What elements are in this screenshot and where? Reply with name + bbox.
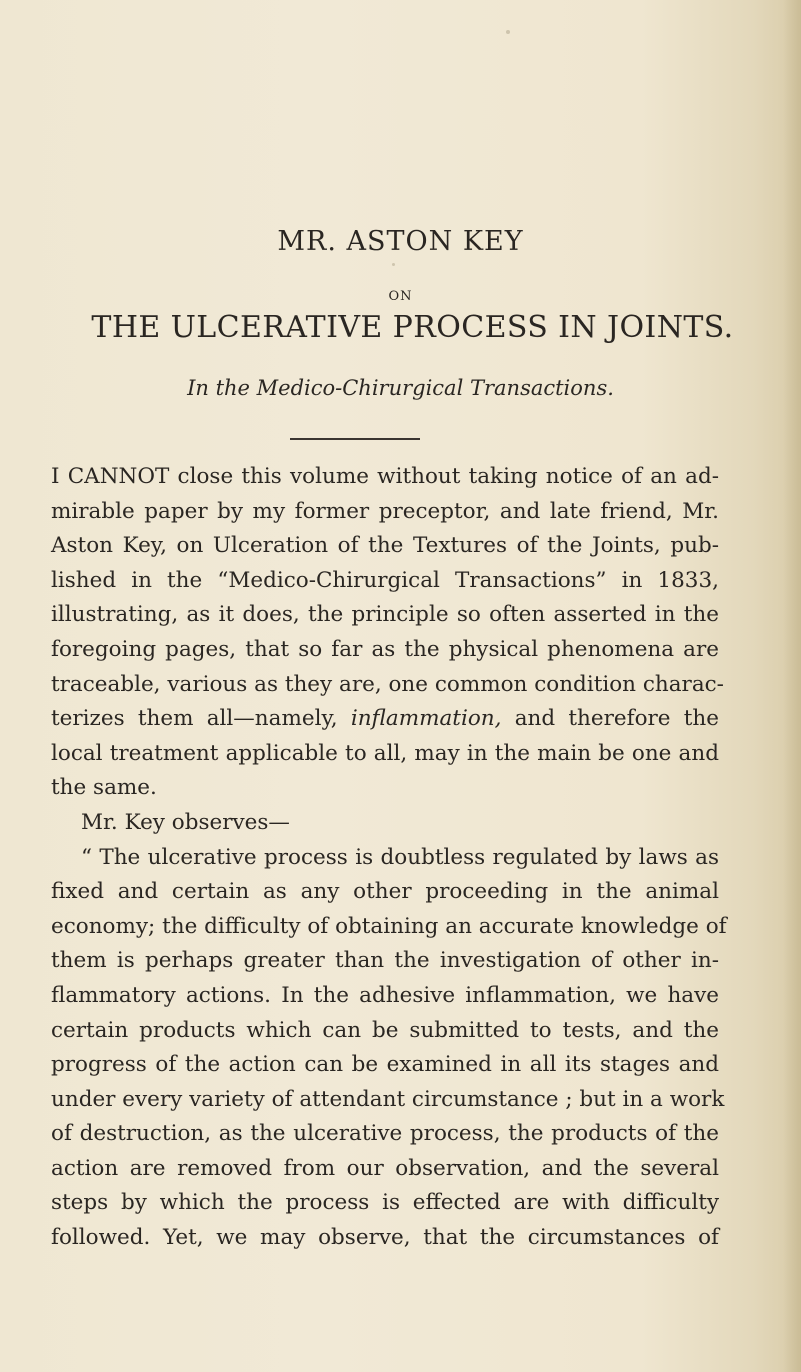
text-line: lished in the “Medico-Chirurgical Transactions” in 1833, — [51, 567, 719, 593]
quote-line: them is perhaps greater than the investigation of other in- — [51, 948, 719, 974]
emphasis-word: inflammation, — [350, 706, 502, 732]
line-text: terizes them all—namely, — [51, 706, 351, 732]
text-line — [51, 702, 719, 737]
text-line: foregoing pages, that so far as the physical phenomena are — [51, 636, 719, 662]
quote-line: followed. Yet, we may observe, that the circumstances of — [51, 1225, 719, 1251]
article-source: In the Medico-Chirurgical Transactions. — [187, 376, 614, 400]
quote-line: under every variety of attendant circumstance ; but in a work — [51, 1086, 725, 1112]
text-line: Mr. Key observes— — [81, 809, 290, 835]
quote-line: fixed and certain as any other proceeding in the animal — [51, 879, 719, 905]
text-line — [51, 460, 719, 495]
text-line: the same. — [51, 775, 157, 801]
line-text: and therefore the — [501, 706, 719, 732]
section-rule — [290, 438, 420, 440]
small-caps-word: CANNOT — [67, 464, 170, 489]
body-text — [51, 460, 727, 1256]
text-line: mirable paper by my former preceptor, and late friend, Mr. — [51, 498, 719, 524]
text-line: illustrating, as it does, the principle so often asserted in the — [51, 602, 719, 628]
quote-line: certain products which can be submitted to tests, and the — [51, 1017, 719, 1043]
line-text: close this volume without taking notice of an ad- — [169, 464, 719, 489]
quote-line: economy; the difficulty of obtaining an accurate knowledge of — [51, 913, 727, 939]
paper-spot — [392, 263, 395, 266]
article-author: MR. ASTON KEY — [277, 226, 524, 257]
text-line: Aston Key, on Ulceration of the Textures of the Joints, pub- — [51, 533, 719, 559]
quote-line: flammatory actions. In the adhesive inflammation, we have — [51, 982, 719, 1008]
quote-line: steps by which the process is effected are with difficulty — [51, 1190, 719, 1216]
quote-line: progress of the action can be examined in all its stages and — [51, 1052, 719, 1078]
heading-on: ON — [388, 289, 413, 304]
quote-line: “ The ulcerative process is doubtless regulated by laws as — [81, 844, 719, 870]
drop-letter: I — [51, 464, 60, 489]
quote-line: action are removed from our observation, and the several — [51, 1155, 719, 1181]
paper-spot — [506, 30, 510, 34]
article-title: THE ULCERATIVE PROCESS IN JOINTS. — [91, 310, 734, 345]
quote-line: of destruction, as the ulcerative process, the products of the — [51, 1121, 719, 1147]
text-line: local treatment applicable to all, may in the main be one and — [51, 740, 719, 766]
page-edge-shadow — [783, 0, 801, 1372]
text-line: traceable, various as they are, one common condition charac- — [51, 671, 724, 697]
